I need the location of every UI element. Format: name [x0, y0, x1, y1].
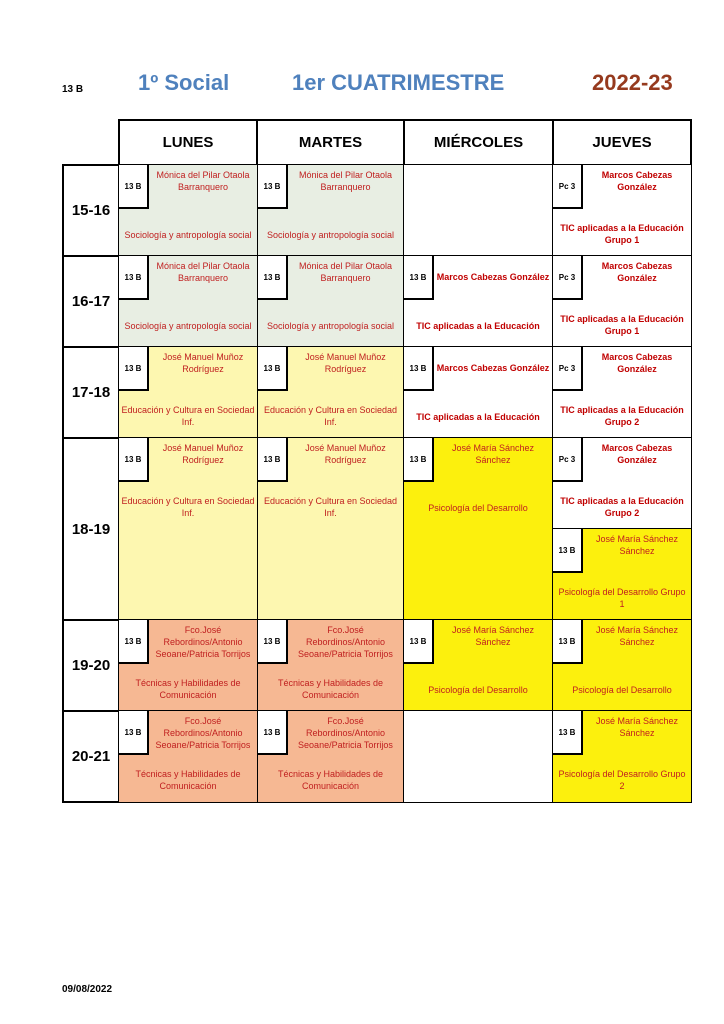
room-tag: 13 B — [258, 711, 288, 755]
teacher-name: Fco.José Rebordinos/Antonio Seoane/Patricia Torrijos — [298, 625, 393, 659]
subject-name: TIC aplicadas a la Educación Grupo 2 — [560, 405, 684, 427]
time-slot-17-18: 17-18 — [62, 346, 120, 439]
teacher-name: Mónica del Pilar Otaola Barranquero — [156, 170, 250, 192]
room-tag: Pc 3 — [553, 438, 583, 482]
teacher-name: Marcos Cabezas González — [601, 443, 673, 465]
subject-name: Técnicas y Habilidades de Comunicación — [277, 769, 384, 791]
time-slot-20-21: 20-21 — [62, 710, 120, 803]
room-tag: 13 B — [404, 256, 434, 300]
teacher-name: Marcos Cabezas González — [601, 352, 673, 374]
time-slot-16-17: 16-17 — [62, 255, 120, 348]
subject-name: Técnicas y Habilidades de Comunicación — [135, 678, 241, 700]
room-tag: 13 B — [404, 438, 434, 482]
class-cell[interactable] — [552, 346, 692, 439]
time-slot-19-20: 19-20 — [62, 619, 120, 712]
subject-name: Sociología y antropología social — [266, 321, 395, 331]
class-cell[interactable] — [552, 255, 692, 348]
class-cell[interactable] — [257, 437, 404, 621]
room-tag: Pc 3 — [553, 165, 583, 209]
room-tag: Pc 3 — [553, 256, 583, 300]
class-cell[interactable] — [403, 619, 553, 712]
room-tag: 13 B — [404, 347, 434, 391]
teacher-name: Marcos Cabezas González — [601, 261, 673, 283]
subject-name: Técnicas y Habilidades de Comunicación — [277, 678, 384, 700]
term-title: 1er CUATRIMESTRE — [292, 70, 505, 95]
room-tag: 13 B — [258, 347, 288, 391]
subject-name: Educación y Cultura en Sociedad Inf. — [121, 496, 255, 518]
class-cell[interactable] — [552, 710, 692, 803]
day-header-martes: MARTES — [256, 119, 405, 166]
print-date: 09/08/2022 — [62, 984, 113, 995]
subject-name: Psicología del Desarrollo Grupo 1 — [558, 587, 686, 609]
class-cell[interactable] — [257, 255, 404, 348]
teacher-name: Mónica del Pilar Otaola Barranquero — [298, 261, 393, 283]
teacher-name: Fco.José Rebordinos/Antonio Seoane/Patricia Torrijos — [298, 716, 393, 750]
room-tag: 13 B — [553, 529, 583, 573]
day-header-lunes: LUNES — [118, 119, 258, 166]
room-tag: 13 B — [553, 711, 583, 755]
day-header-miercoles: MIÉRCOLES — [403, 119, 554, 166]
room-tag: 13 B — [258, 438, 288, 482]
time-slot-18-19: 18-19 — [62, 437, 120, 621]
class-cell[interactable] — [257, 164, 404, 257]
room-tag: 13 B — [119, 165, 149, 209]
day-header-jueves: JUEVES — [552, 119, 692, 166]
teacher-name: José María Sánchez Sánchez — [595, 534, 679, 556]
subject-name: TIC aplicadas a la Educación Grupo 1 — [560, 314, 684, 336]
teacher-name: José Manuel Muñoz Rodríguez — [162, 443, 244, 465]
subject-name: TIC aplicadas a la Educación Grupo 1 — [560, 223, 684, 245]
empty-cell — [403, 164, 553, 257]
subject-name: Sociología y antropología social — [124, 230, 252, 240]
class-cell[interactable] — [257, 619, 404, 712]
class-cell[interactable] — [257, 710, 404, 803]
time-slot-15-16: 15-16 — [62, 164, 120, 257]
academic-year: 2022-23 — [592, 70, 673, 95]
class-cell[interactable] — [552, 619, 692, 712]
subject-name: Psicología del Desarrollo — [572, 685, 672, 695]
subject-name: Educación y Cultura en Sociedad Inf. — [121, 405, 255, 427]
room-tag: 13 B — [119, 256, 149, 300]
class-cell[interactable] — [403, 437, 553, 621]
room-tag: 13 B — [119, 711, 149, 755]
subject-name: TIC aplicadas a la Educación Grupo 2 — [560, 496, 684, 518]
teacher-name: Mónica del Pilar Otaola Barranquero — [156, 261, 250, 283]
room-tag: 13 B — [258, 620, 288, 664]
teacher-name: Marcos Cabezas González — [436, 272, 550, 282]
teacher-name: José Manuel Muñoz Rodríguez — [305, 443, 386, 465]
teacher-name: José María Sánchez Sánchez — [595, 625, 679, 647]
class-cell[interactable] — [118, 255, 258, 348]
room-tag: 13 B — [119, 620, 149, 664]
class-cell[interactable] — [118, 346, 258, 439]
empty-cell — [403, 710, 553, 803]
class-cell[interactable] — [552, 437, 692, 530]
teacher-name: Mónica del Pilar Otaola Barranquero — [298, 170, 393, 192]
subject-name: Psicología del Desarrollo — [428, 685, 528, 695]
room-label: 13 B — [62, 84, 84, 95]
subject-name: Educación y Cultura en Sociedad Inf. — [263, 496, 398, 518]
teacher-name: Fco.José Rebordinos/Antonio Seoane/Patricia Torrijos — [155, 716, 251, 750]
class-cell[interactable] — [118, 619, 258, 712]
room-tag: Pc 3 — [553, 347, 583, 391]
room-tag: 13 B — [553, 620, 583, 664]
teacher-name: José Manuel Muñoz Rodríguez — [162, 352, 244, 374]
teacher-name: Marcos Cabezas González — [601, 170, 673, 192]
room-tag: 13 B — [258, 165, 288, 209]
teacher-name: Marcos Cabezas González — [436, 363, 550, 373]
teacher-name: Fco.José Rebordinos/Antonio Seoane/Patricia Torrijos — [155, 625, 251, 659]
class-cell[interactable] — [552, 528, 692, 621]
class-cell[interactable] — [552, 164, 692, 257]
subject-name: Sociología y antropología social — [266, 230, 395, 240]
subject-name: Psicología del Desarrollo — [428, 503, 528, 513]
room-tag: 13 B — [119, 438, 149, 482]
subject-name: Técnicas y Habilidades de Comunicación — [135, 769, 241, 791]
class-cell[interactable] — [403, 346, 553, 439]
subject-name: TIC aplicadas a la Educación — [416, 321, 540, 331]
subject-name: Sociología y antropología social — [124, 321, 252, 331]
class-cell[interactable] — [257, 346, 404, 439]
class-cell[interactable] — [118, 164, 258, 257]
teacher-name: José María Sánchez Sánchez — [595, 716, 679, 738]
teacher-name: José María Sánchez Sánchez — [451, 625, 535, 647]
subject-name: Psicología del Desarrollo Grupo 2 — [558, 769, 686, 791]
room-tag: 13 B — [404, 620, 434, 664]
subject-name: Educación y Cultura en Sociedad Inf. — [263, 405, 398, 427]
class-cell[interactable] — [118, 437, 258, 621]
group-title: 1º Social — [138, 70, 230, 95]
class-cell[interactable] — [403, 255, 553, 348]
class-cell[interactable] — [118, 710, 258, 803]
room-tag: 13 B — [258, 256, 288, 300]
room-tag: 13 B — [119, 347, 149, 391]
teacher-name: José María Sánchez Sánchez — [451, 443, 535, 465]
subject-name: TIC aplicadas a la Educación — [416, 412, 540, 422]
teacher-name: José Manuel Muñoz Rodríguez — [305, 352, 386, 374]
